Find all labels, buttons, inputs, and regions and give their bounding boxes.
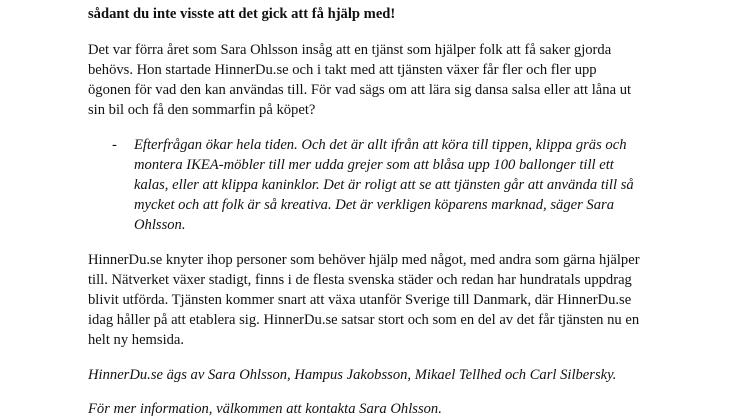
quote-line: mycket och att folk är så kreativa. Det är verkligen köparens marknad, säger Sara	[134, 197, 614, 213]
quote-line: Efterfrågan ökar hela tiden. Och det är allt ifrån att köra till tippen, klippa gräs och	[134, 137, 627, 153]
paragraph-line: blivit utförda. Tjänsten kommer snart att växa utanför Sverige till Danmark, där HinnerDu.se	[88, 292, 632, 308]
quote-line: montera IKEA-möbler till mer udda grejer som att blåsa upp 100 ballonger till ett	[134, 157, 614, 173]
paragraph-line: Det var förra året som Sara Ohlsson insåg att en tjänst som hjälper folk att få saker gjorda	[88, 42, 612, 58]
paragraph-line: idag håller på att etablera sig. HinnerDu.se satsar stort och som en del av det får tjänsten nu en	[88, 312, 640, 328]
paragraph-line: helt ny hemsida.	[88, 332, 185, 348]
paragraph-line: sin bil och få den sommarfin på köpet?	[88, 102, 316, 118]
paragraph-line: behövs. Hon startade HinnerDu.se och i takt med att tjänsten växer får fler och fler upp	[88, 62, 597, 78]
owners-line: HinnerDu.se ägs av Sara Ohlsson, Hampus Jakobsson, Mikael Tellhed och Carl Silbersky.	[88, 367, 617, 383]
paragraph-line: HinnerDu.se knyter ihop personer som behöver hjälp med något, med andra som gärna hjälper	[88, 252, 640, 268]
intro-partial-line: sådant du inte visste att det gick att få hjälp med!	[88, 6, 396, 22]
paragraph-line: ögonen för vad den kan användas till. För vad sägs om att lära sig dansa salsa eller att låna ut	[88, 82, 632, 98]
paragraph-line: till. Nätverket växer stadigt, finns i de flesta svenska städer och redan har hundratals uppdrag	[88, 272, 632, 288]
quote-line: kalas, eller att klippa kaninklor. Det är roligt att se att tjänsten går att använda till så	[134, 177, 634, 193]
quote-dash: -	[112, 137, 117, 153]
contact-line: För mer information, välkommen att kontakta Sara Ohlsson.	[88, 401, 442, 417]
quote-line: Ohlsson.	[134, 217, 186, 233]
